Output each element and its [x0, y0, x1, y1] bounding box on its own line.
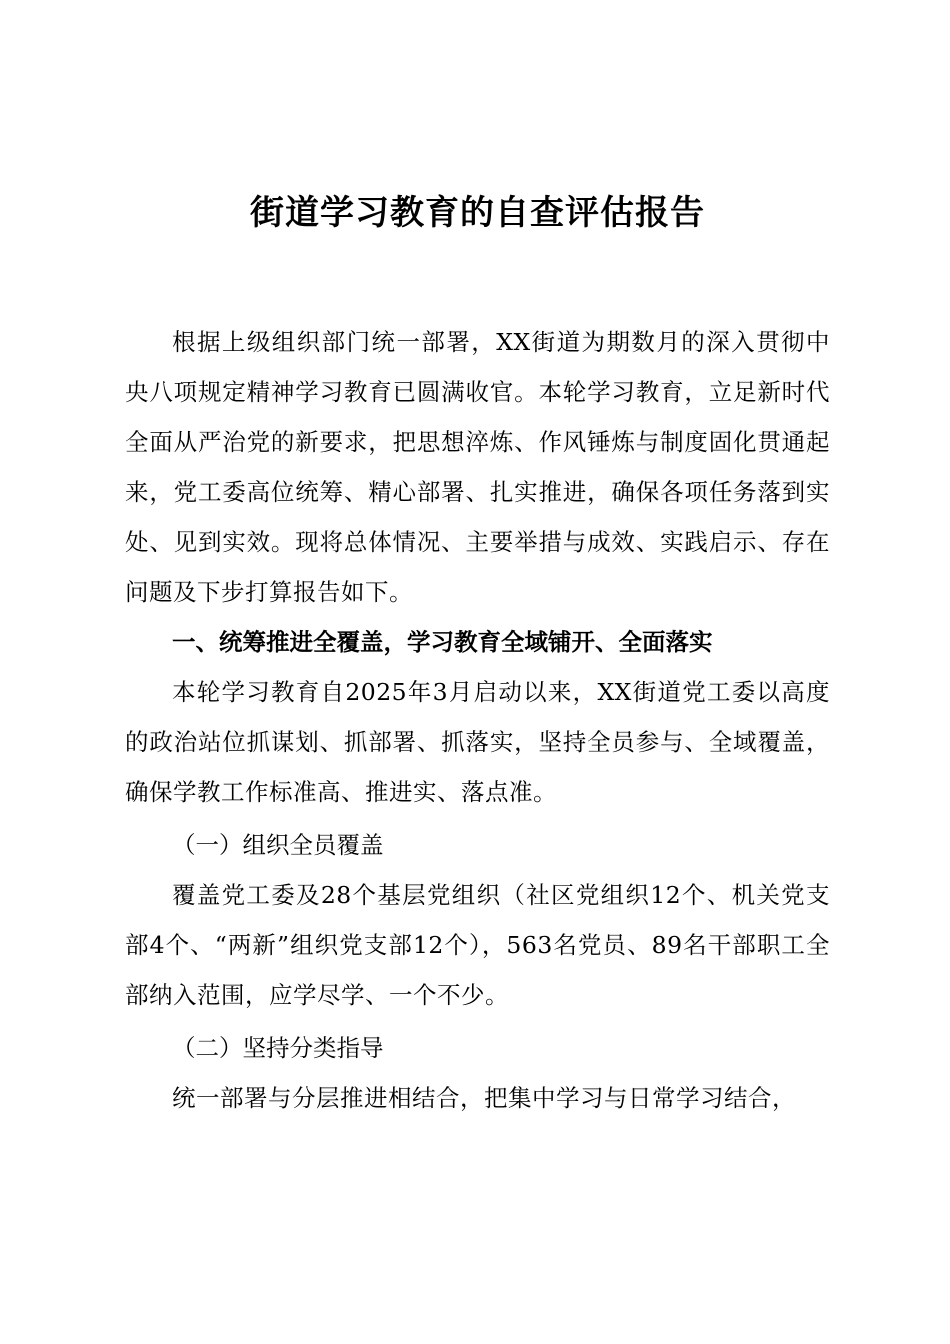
document-title: 街道学习教育的自查评估报告 [250, 193, 705, 233]
document-body [125, 317, 830, 1123]
section-1-paragraph: 本轮学习教育自2025年3月启动以来，XX街道党工委以高度的政治站位抓谋划、抓部署、抓落实，坚持全员参与、全域覆盖，确保学教工作标准高、推进实、落点准。 [125, 678, 830, 806]
section-1-heading: 一、统筹推进全覆盖，学习教育全域铺开、全面落实 [172, 628, 713, 656]
subsection-1-heading: （一）组织全员覆盖 [172, 831, 384, 859]
subsection-1-paragraph: 覆盖党工委及28个基层党组织（社区党组织12个、机关党支部4个、“两新”组织党支部12个），563名党员、89名干部职工全部纳入范围，应学尽学、一个不少。 [125, 881, 830, 1009]
subsection-2-paragraph: 统一部署与分层推进相结合，把集中学习与日常学习结合， [172, 1084, 796, 1112]
document-content [125, 188, 830, 1123]
intro-paragraph: 根据上级组织部门统一部署，XX街道为期数月的深入贯彻中央八项规定精神学习教育已圆满收官。本轮学习教育，立足新时代全面从严治党的新要求，把思想淬炼、作风锤炼与制度固化贯通起来，党工委高位统筹、精心部署、扎实推进，确保各项任务落到实处、见到实效。现将总体情况、主要举措与成效、实践启示、存在问题及下步打算报告如下。 [125, 328, 830, 606]
subsection-2-heading: （二）坚持分类指导 [172, 1034, 384, 1062]
